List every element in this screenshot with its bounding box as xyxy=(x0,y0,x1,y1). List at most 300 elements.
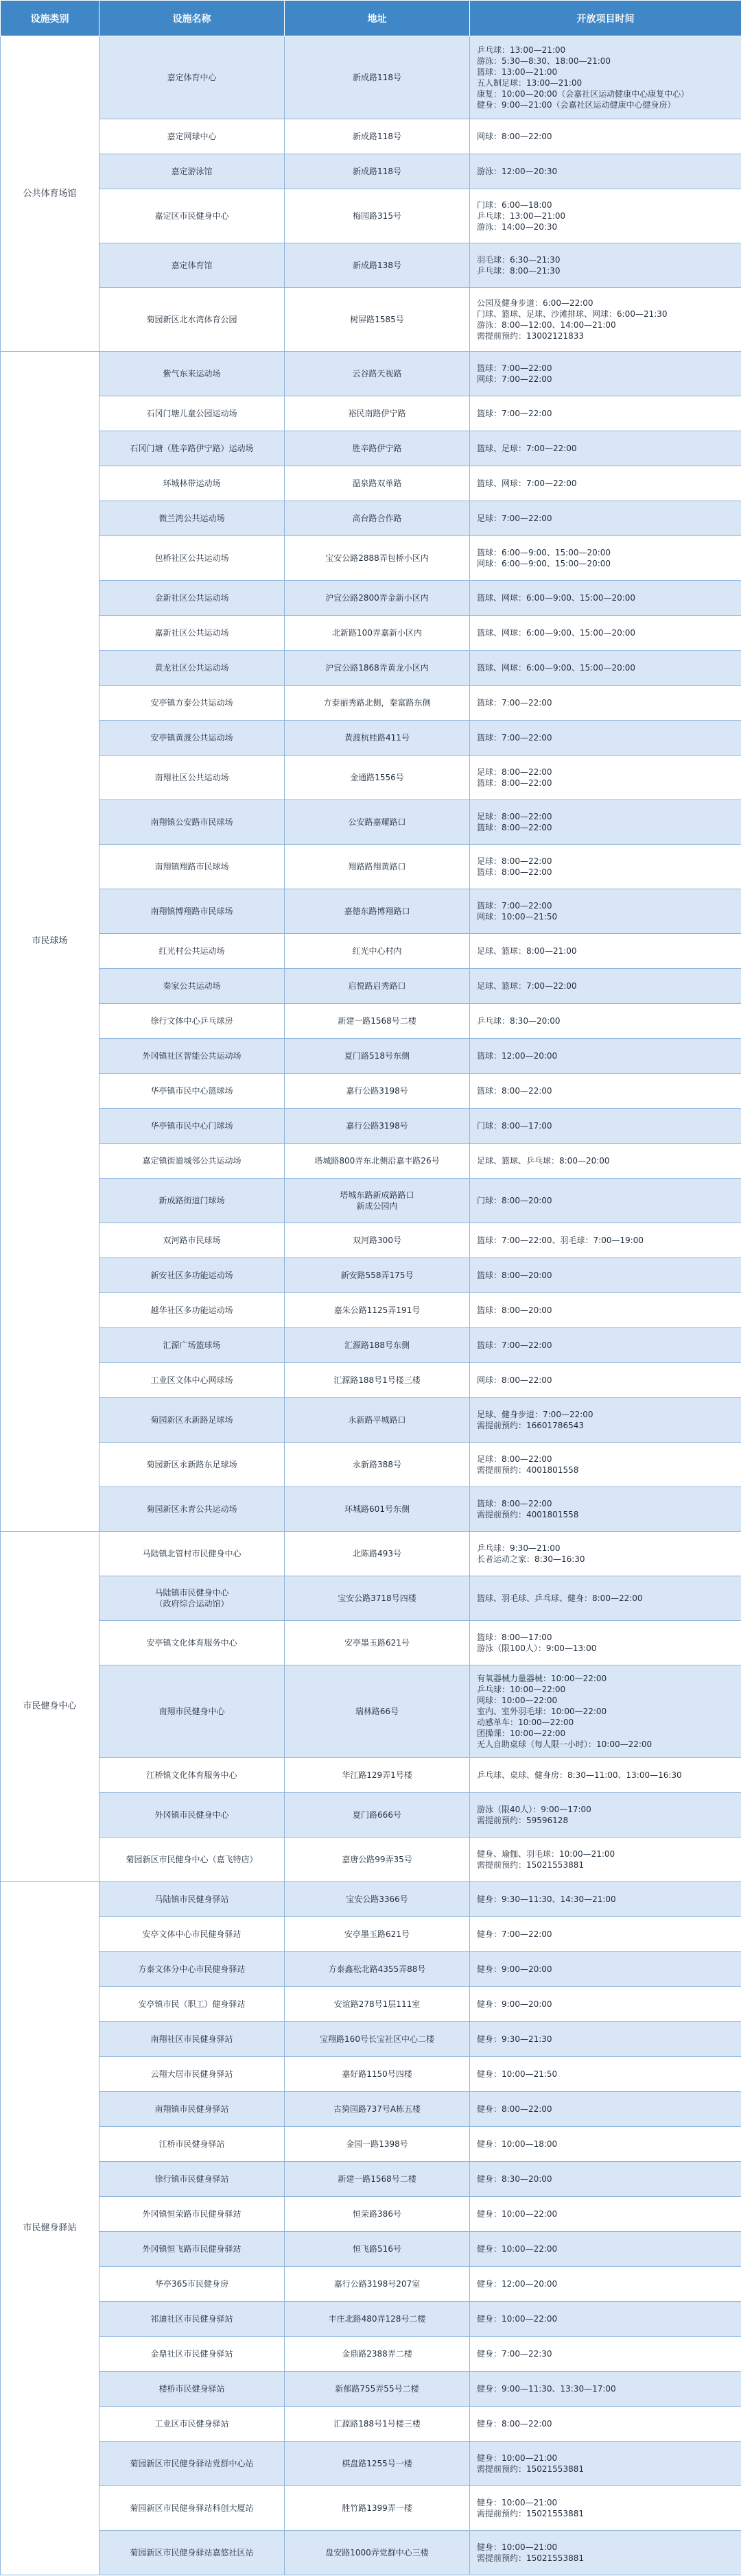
hours-line: 需提前预约：4001801558 xyxy=(477,1510,579,1519)
facility-address: 宝安公路2888弄包桥小区内 xyxy=(325,553,429,563)
hours-line: 篮球：7:00—22:00 xyxy=(477,363,552,373)
address-cell xyxy=(285,651,470,686)
hours-line: 乒乓球：8:00—21:30 xyxy=(477,266,561,276)
hours-cell xyxy=(470,1363,741,1398)
facility-name-cell xyxy=(99,352,285,396)
address-cell xyxy=(285,1838,470,1882)
hours-line: 篮球、羽毛球、乒乓球、健身：8:00—22:00 xyxy=(477,1593,643,1603)
table-row xyxy=(1,2197,741,2232)
facility-address: 新建一路1568号二楼 xyxy=(338,1016,416,1026)
facility-address: 汇源路188号东侧 xyxy=(344,1340,410,1350)
facility-address: 永新路平城路口 xyxy=(348,1415,406,1425)
facility-name-cell xyxy=(99,1987,285,2022)
address-cell xyxy=(285,1363,470,1398)
table-row xyxy=(1,616,741,651)
facility-name: 南翔镇博翔路市民球场 xyxy=(150,906,233,916)
hours-line: 篮球：13:00—21:00 xyxy=(477,67,558,77)
facility-name-cell xyxy=(99,1363,285,1398)
table-row xyxy=(1,1004,741,1039)
facility-name: 嘉定区市民健身中心 xyxy=(154,211,229,221)
facility-name: 外冈镇恒荣路市民健身驿站 xyxy=(142,2209,242,2219)
facility-address: 安亭墨玉路621号 xyxy=(344,1929,410,1939)
facility-name-cell xyxy=(99,686,285,721)
hours-line: 康复：10:00—20:00（会嘉社区运动健康中心康复中心） xyxy=(477,89,690,99)
table-row xyxy=(1,1665,741,1758)
facility-name-cell xyxy=(99,2302,285,2337)
table-row xyxy=(1,352,741,396)
address-cell xyxy=(285,1987,470,2022)
hours-line: 健身：7:00—22:00 xyxy=(477,1929,552,1939)
table-row xyxy=(1,1882,741,1917)
facility-name-cell xyxy=(99,1665,285,1758)
facility-name: 红光村公共运动场 xyxy=(158,946,225,956)
hours-line: 健身：8:30—20:00 xyxy=(477,2174,552,2184)
hours-line: 动感单车：10:00—22:00 xyxy=(477,1718,574,1727)
facility-name-cell xyxy=(99,800,285,845)
table-row xyxy=(1,1398,741,1443)
facility-address: 梅园路315号 xyxy=(353,211,401,221)
hours-cell xyxy=(470,36,741,119)
table-row xyxy=(1,969,741,1004)
facility-address: 塔城东路新成路路口 xyxy=(340,1190,414,1200)
facility-name-cell xyxy=(99,1917,285,1952)
hours-line: 健身：10:00—22:00 xyxy=(477,2314,558,2324)
facility-address: 胜竹路1399弄一楼 xyxy=(342,2503,412,2513)
hours-cell xyxy=(470,466,741,501)
address-cell xyxy=(285,2372,470,2407)
address-cell xyxy=(285,2267,470,2302)
table-row xyxy=(1,1532,741,1576)
address-cell xyxy=(285,396,470,431)
facility-address: 胜辛路伊宁路 xyxy=(352,444,402,453)
facility-address: 棋盘路1255号一楼 xyxy=(342,2459,412,2468)
category-cell: 市民健身中心 xyxy=(1,1532,99,1882)
facility-address: 宝翔路160号长宝社区中心二楼 xyxy=(320,2034,434,2044)
hours-cell xyxy=(470,352,741,396)
facility-name-cell xyxy=(99,1074,285,1109)
hours-line: 健身、瑜伽、羽毛球：10:00—21:00 xyxy=(477,1849,615,1859)
facility-address: 双河路300号 xyxy=(353,1236,401,1245)
address-cell xyxy=(285,686,470,721)
facility-name: 嘉定体育馆 xyxy=(171,261,213,270)
table-row xyxy=(1,581,741,616)
table-row xyxy=(1,2232,741,2267)
address-cell xyxy=(285,352,470,396)
hours-line: 健身：10:00—22:00 xyxy=(477,2244,558,2254)
table-row xyxy=(1,1223,741,1258)
facility-address: 丰庄北路480弄128号二楼 xyxy=(328,2314,426,2324)
facility-name-cell xyxy=(99,2162,285,2197)
address-cell xyxy=(285,1293,470,1328)
facility-address: 新安路558弄175号 xyxy=(340,1271,414,1280)
facility-address: 永新路388号 xyxy=(353,1460,401,1469)
facility-name: 菊园新区永青公共运动场 xyxy=(146,1504,237,1514)
hours-line: 篮球、网球：7:00—22:00 xyxy=(477,479,577,488)
hours-line: 乒乓球：8:30—20:00 xyxy=(477,1016,561,1026)
facility-name: 新成路街道门球场 xyxy=(158,1196,225,1205)
address-cell xyxy=(285,431,470,466)
facility-name: 祁迪社区市民健身驿站 xyxy=(150,2314,233,2324)
facility-address: 北新路100弄嘉新小区内 xyxy=(332,628,422,638)
hours-cell xyxy=(470,2127,741,2162)
header-category: 设施类别 xyxy=(1,1,99,36)
hours-line: 网球：10:00—21:50 xyxy=(477,912,558,922)
hours-line: 需提前预约：4001801558 xyxy=(477,1465,579,1475)
facility-name-cell xyxy=(99,2531,285,2575)
table-row xyxy=(1,2531,741,2575)
hours-line: 健身：10:00—21:00 xyxy=(477,2498,558,2507)
table-row xyxy=(1,243,741,288)
facility-address: 启悦路启秀路口 xyxy=(348,981,406,991)
table-row xyxy=(1,1487,741,1532)
hours-cell xyxy=(470,2302,741,2337)
hours-line: 篮球：7:00—22:00 xyxy=(477,901,552,911)
hours-line: 游泳：8:00—12:00、14:00—21:00 xyxy=(477,320,616,330)
table-row xyxy=(1,2127,741,2162)
facility-address: 宝安公路3718号四楼 xyxy=(338,1593,416,1603)
facility-name-cell xyxy=(99,581,285,616)
address-cell xyxy=(285,2057,470,2092)
facility-address: 新成路118号 xyxy=(353,73,401,82)
facility-name: 外冈镇市民健身中心 xyxy=(154,1810,229,1820)
facility-name: 安亭镇方泰公共运动场 xyxy=(150,698,233,708)
facility-name: 嘉定体育中心 xyxy=(167,73,217,82)
address-cell xyxy=(285,1074,470,1109)
hours-line: 健身：10:00—22:00 xyxy=(477,2209,558,2219)
hours-line: 健身：9:00—20:00 xyxy=(477,1964,552,1974)
facility-address: 环城路601号东侧 xyxy=(344,1504,410,1514)
hours-line: 网球：8:00—22:00 xyxy=(477,1375,552,1385)
facility-name: 嘉定网球中心 xyxy=(167,132,217,141)
facility-name-cell xyxy=(99,1838,285,1882)
hours-line: 健身：12:00—20:00 xyxy=(477,2279,558,2289)
facility-name: 紫气东来运动场 xyxy=(163,369,221,378)
facility-name: 南翔社区公共运动场 xyxy=(154,773,229,782)
hours-cell xyxy=(470,243,741,288)
facility-address: 公安路嘉耀路口 xyxy=(348,817,406,827)
hours-cell xyxy=(470,1293,741,1328)
hours-cell xyxy=(470,651,741,686)
hours-line: 游泳：14:00—20:30 xyxy=(477,222,558,232)
facility-name-cell xyxy=(99,2197,285,2232)
table-row xyxy=(1,2022,741,2057)
facility-name-cell xyxy=(99,845,285,889)
facility-name: 南翔市民健身中心 xyxy=(158,1707,225,1716)
hours-line: 网球：7:00—22:00 xyxy=(477,374,552,384)
hours-cell xyxy=(470,2531,741,2575)
facility-name: 嘉新社区公共运动场 xyxy=(154,628,229,638)
hours-cell xyxy=(470,2022,741,2057)
hours-line: 需提前预约：16601786543 xyxy=(477,1421,584,1430)
header-hours: 开放项目时间 xyxy=(470,1,741,36)
table-row xyxy=(1,288,741,352)
table-row xyxy=(1,466,741,501)
hours-cell xyxy=(470,2407,741,2442)
hours-line: 健身：8:00—22:00 xyxy=(477,2419,552,2429)
hours-line: 网球：10:00—22:00 xyxy=(477,1696,558,1705)
address-cell xyxy=(285,616,470,651)
hours-cell xyxy=(470,1987,741,2022)
hours-cell xyxy=(470,889,741,934)
table-row xyxy=(1,2372,741,2407)
facility-name-cell xyxy=(99,1223,285,1258)
hours-cell xyxy=(470,1039,741,1074)
hours-line: 公园及健身步道：6:00—22:00 xyxy=(477,298,593,308)
facility-name: 嘉定镇街道城邻公共运动场 xyxy=(142,1156,242,1166)
facility-name: 金新社区公共运动场 xyxy=(154,593,229,603)
hours-line: 羽毛球：6:30—21:30 xyxy=(477,255,561,265)
facility-name: 嘉定游泳馆 xyxy=(171,167,213,176)
facility-address: 云谷路天视路 xyxy=(352,369,402,378)
facility-name: 环城林带运动场 xyxy=(163,479,221,488)
facility-name-cell xyxy=(99,1144,285,1179)
facility-address: 嘉行公路3198号207室 xyxy=(333,2279,421,2289)
facility-address: 方泰鑫松北路4355弄88号 xyxy=(328,1964,426,1974)
address-cell xyxy=(285,1917,470,1952)
table-header-row xyxy=(1,1,741,36)
facility-name-cell xyxy=(99,1109,285,1144)
facility-name: （政府综合运动馆） xyxy=(154,1599,229,1609)
hours-line: 无人自助桌球（每人限一小时）：10:00—22:00 xyxy=(477,1740,652,1749)
address-cell xyxy=(285,1882,470,1917)
facility-address: 金园一路1398号 xyxy=(346,2139,408,2149)
hours-cell xyxy=(470,2442,741,2486)
facility-name-cell xyxy=(99,2337,285,2372)
hours-line: 游泳（限100人）：9:00—13:00 xyxy=(477,1644,597,1653)
hours-cell xyxy=(470,1398,741,1443)
table-row xyxy=(1,1293,741,1328)
hours-line: 乒乓球：13:00—21:00 xyxy=(477,45,566,55)
facility-address: 恒飞路516号 xyxy=(353,2244,401,2254)
facility-name-cell xyxy=(99,396,285,431)
facility-name: 菊园新区北水湾体育公园 xyxy=(146,315,237,324)
address-cell xyxy=(285,189,470,243)
address-cell xyxy=(285,845,470,889)
hours-cell xyxy=(470,2232,741,2267)
table-row xyxy=(1,2302,741,2337)
table-row xyxy=(1,431,741,466)
hours-line: 篮球：7:00—22:00 xyxy=(477,409,552,418)
hours-line: 需提前预约：15021553881 xyxy=(477,2464,584,2474)
facility-name: 安亭文体中心市民健身驿站 xyxy=(142,1929,242,1939)
address-cell xyxy=(285,2442,470,2486)
facility-name: 新安社区多功能运动场 xyxy=(150,1271,233,1280)
table-row xyxy=(1,189,741,243)
hours-line: 篮球：12:00—20:00 xyxy=(477,1051,558,1061)
table-row xyxy=(1,501,741,536)
hours-line: 篮球：8:00—20:00 xyxy=(477,1305,552,1315)
hours-cell xyxy=(470,2267,741,2302)
facility-name-cell xyxy=(99,1952,285,1987)
facility-name-cell xyxy=(99,1532,285,1576)
facility-address: 温泉路双单路 xyxy=(352,479,402,488)
facility-address: 翔路路翔黄路口 xyxy=(348,862,406,871)
facility-address: 嘉朱公路1125弄191号 xyxy=(333,1305,421,1315)
facility-name-cell xyxy=(99,756,285,800)
table-row xyxy=(1,2442,741,2486)
address-cell xyxy=(285,1398,470,1443)
address-cell xyxy=(285,501,470,536)
hours-cell xyxy=(470,581,741,616)
table-row xyxy=(1,1917,741,1952)
address-cell xyxy=(285,1179,470,1223)
hours-line: 健身：9:00—20:00 xyxy=(477,1999,552,2009)
address-cell xyxy=(285,1576,470,1621)
hours-line: 健身：7:00—22:30 xyxy=(477,2349,552,2359)
address-cell xyxy=(285,36,470,119)
facility-name: 南翔社区市民健身驿站 xyxy=(150,2034,233,2044)
header-address: 地址 xyxy=(285,1,470,36)
hours-cell xyxy=(470,800,741,845)
address-cell xyxy=(285,800,470,845)
hours-cell xyxy=(470,189,741,243)
hours-cell xyxy=(470,288,741,352)
hours-cell xyxy=(470,1074,741,1109)
table-body xyxy=(1,36,741,2575)
hours-cell xyxy=(470,1109,741,1144)
hours-line: 门球：8:00—20:00 xyxy=(477,1196,552,1205)
hours-cell xyxy=(470,1258,741,1293)
table-row xyxy=(1,2486,741,2531)
hours-line: 长者运动之家：8:30—16:30 xyxy=(477,1554,585,1564)
facility-name: 方泰文体分中心市民健身驿站 xyxy=(138,1964,246,1974)
facility-address: 新成路118号 xyxy=(353,132,401,141)
hours-cell xyxy=(470,1758,741,1793)
facility-name-cell xyxy=(99,1793,285,1838)
facility-name-cell xyxy=(99,1621,285,1665)
facility-address: 夏门路666号 xyxy=(353,1810,401,1820)
address-cell xyxy=(285,2302,470,2337)
facility-name: 华亭镇市民中心门球场 xyxy=(150,1121,233,1131)
facility-name-cell xyxy=(99,536,285,581)
hours-cell xyxy=(470,934,741,969)
facility-name: 越华社区多功能运动场 xyxy=(150,1305,233,1315)
hours-cell xyxy=(470,2337,741,2372)
facility-name-cell xyxy=(99,2442,285,2486)
address-cell xyxy=(285,1109,470,1144)
facility-name-cell xyxy=(99,1039,285,1074)
hours-line: 游泳（限40人）：9:00—17:00 xyxy=(477,1805,591,1814)
hours-cell xyxy=(470,1793,741,1838)
facility-name-cell xyxy=(99,2372,285,2407)
hours-line: 团操课：10:00—22:00 xyxy=(477,1729,566,1738)
hours-line: 健身：10:00—21:00 xyxy=(477,2453,558,2463)
hours-cell xyxy=(470,1223,741,1258)
table-row xyxy=(1,934,741,969)
facility-name-cell xyxy=(99,1758,285,1793)
table-row xyxy=(1,686,741,721)
hours-cell xyxy=(470,1144,741,1179)
facility-name: 马陆镇市民健身中心 xyxy=(154,1588,229,1598)
facility-address: 黄渡杭桂路411号 xyxy=(344,733,410,743)
address-cell xyxy=(285,2486,470,2531)
hours-line: 篮球：8:00—20:00 xyxy=(477,1271,552,1280)
hours-cell xyxy=(470,686,741,721)
hours-line: 需提前预约：15021553881 xyxy=(477,1860,584,1870)
table-row xyxy=(1,845,741,889)
facility-address: 方泰丽秀路北侧，秦富路东侧 xyxy=(323,698,431,708)
facility-name: 工业区文体中心网球场 xyxy=(150,1375,233,1385)
facility-address: 嘉好路1150号四楼 xyxy=(342,2069,412,2079)
address-cell xyxy=(285,1328,470,1363)
hours-line: 篮球：8:00—22:00 xyxy=(477,867,552,877)
facility-address: 古猗园路737号A栋五楼 xyxy=(333,2104,421,2114)
address-cell xyxy=(285,721,470,756)
hours-line: 需提前预约：13002121833 xyxy=(477,331,584,341)
hours-cell xyxy=(470,2486,741,2531)
hours-cell xyxy=(470,1882,741,1917)
hours-cell xyxy=(470,2162,741,2197)
hours-cell xyxy=(470,1443,741,1487)
facility-name: 菊园新区市民健身驿站科创大厦站 xyxy=(130,2503,254,2513)
hours-cell xyxy=(470,2057,741,2092)
table-row xyxy=(1,1109,741,1144)
hours-line: 足球：8:00—22:00 xyxy=(477,767,552,777)
facility-name-cell xyxy=(99,1179,285,1223)
facility-address: 嘉行公路3198号 xyxy=(346,1121,408,1131)
facility-name-cell xyxy=(99,431,285,466)
facility-name-cell xyxy=(99,889,285,934)
facility-name: 安亭镇文化体育服务中心 xyxy=(146,1638,237,1648)
table-row xyxy=(1,1793,741,1838)
facility-name-cell xyxy=(99,2127,285,2162)
hours-cell xyxy=(470,1665,741,1758)
hours-line: 游泳：5:30—8:30、18:00—21:00 xyxy=(477,56,611,66)
table-row xyxy=(1,1328,741,1363)
hours-line: 足球：7:00—22:00 xyxy=(477,514,552,523)
hours-line: 足球：8:00—22:00 xyxy=(477,812,552,821)
address-cell xyxy=(285,2092,470,2127)
facility-address: 嘉唐公路99弄35号 xyxy=(342,1855,412,1864)
hours-cell xyxy=(470,119,741,154)
hours-line: 五人制足球：13:00—21:00 xyxy=(477,78,583,88)
hours-line: 篮球：7:00—22:00 xyxy=(477,1340,552,1350)
table-row xyxy=(1,1179,741,1223)
address-cell xyxy=(285,1443,470,1487)
facility-name: 徐行文体中心乒乓球房 xyxy=(150,1016,233,1026)
facility-name-cell xyxy=(99,466,285,501)
table-row xyxy=(1,2162,741,2197)
hours-line: 健身：9:30—21:30 xyxy=(477,2034,552,2044)
address-cell xyxy=(285,1952,470,1987)
category-cell: 市民健身驿站 xyxy=(1,1882,99,2575)
facility-name-cell xyxy=(99,243,285,288)
table-row xyxy=(1,2267,741,2302)
facility-address: 嘉德东路博翔路口 xyxy=(344,906,410,916)
hours-line: 乒乓球：13:00—21:00 xyxy=(477,211,566,221)
hours-cell xyxy=(470,1328,741,1363)
address-cell xyxy=(285,243,470,288)
hours-line: 乒乓球：9:30—21:00 xyxy=(477,1543,561,1553)
facility-name-cell xyxy=(99,1328,285,1363)
address-cell xyxy=(285,1487,470,1532)
facility-address: 恒荣路386号 xyxy=(353,2209,401,2219)
address-cell xyxy=(285,2531,470,2575)
table-row xyxy=(1,36,741,119)
address-cell xyxy=(285,1665,470,1758)
table-row xyxy=(1,2337,741,2372)
facility-address: 高台路合作路 xyxy=(352,514,402,523)
table-row xyxy=(1,1144,741,1179)
hours-cell xyxy=(470,2197,741,2232)
hours-cell xyxy=(470,1838,741,1882)
facility-address: 华江路129弄1号楼 xyxy=(342,1770,412,1780)
facility-name-cell xyxy=(99,119,285,154)
facility-name: 菊园新区市民健身驿站党群中心站 xyxy=(130,2459,254,2468)
table-row xyxy=(1,1621,741,1665)
facility-name-cell xyxy=(99,969,285,1004)
hours-line: 门球：6:00—18:00 xyxy=(477,200,552,210)
